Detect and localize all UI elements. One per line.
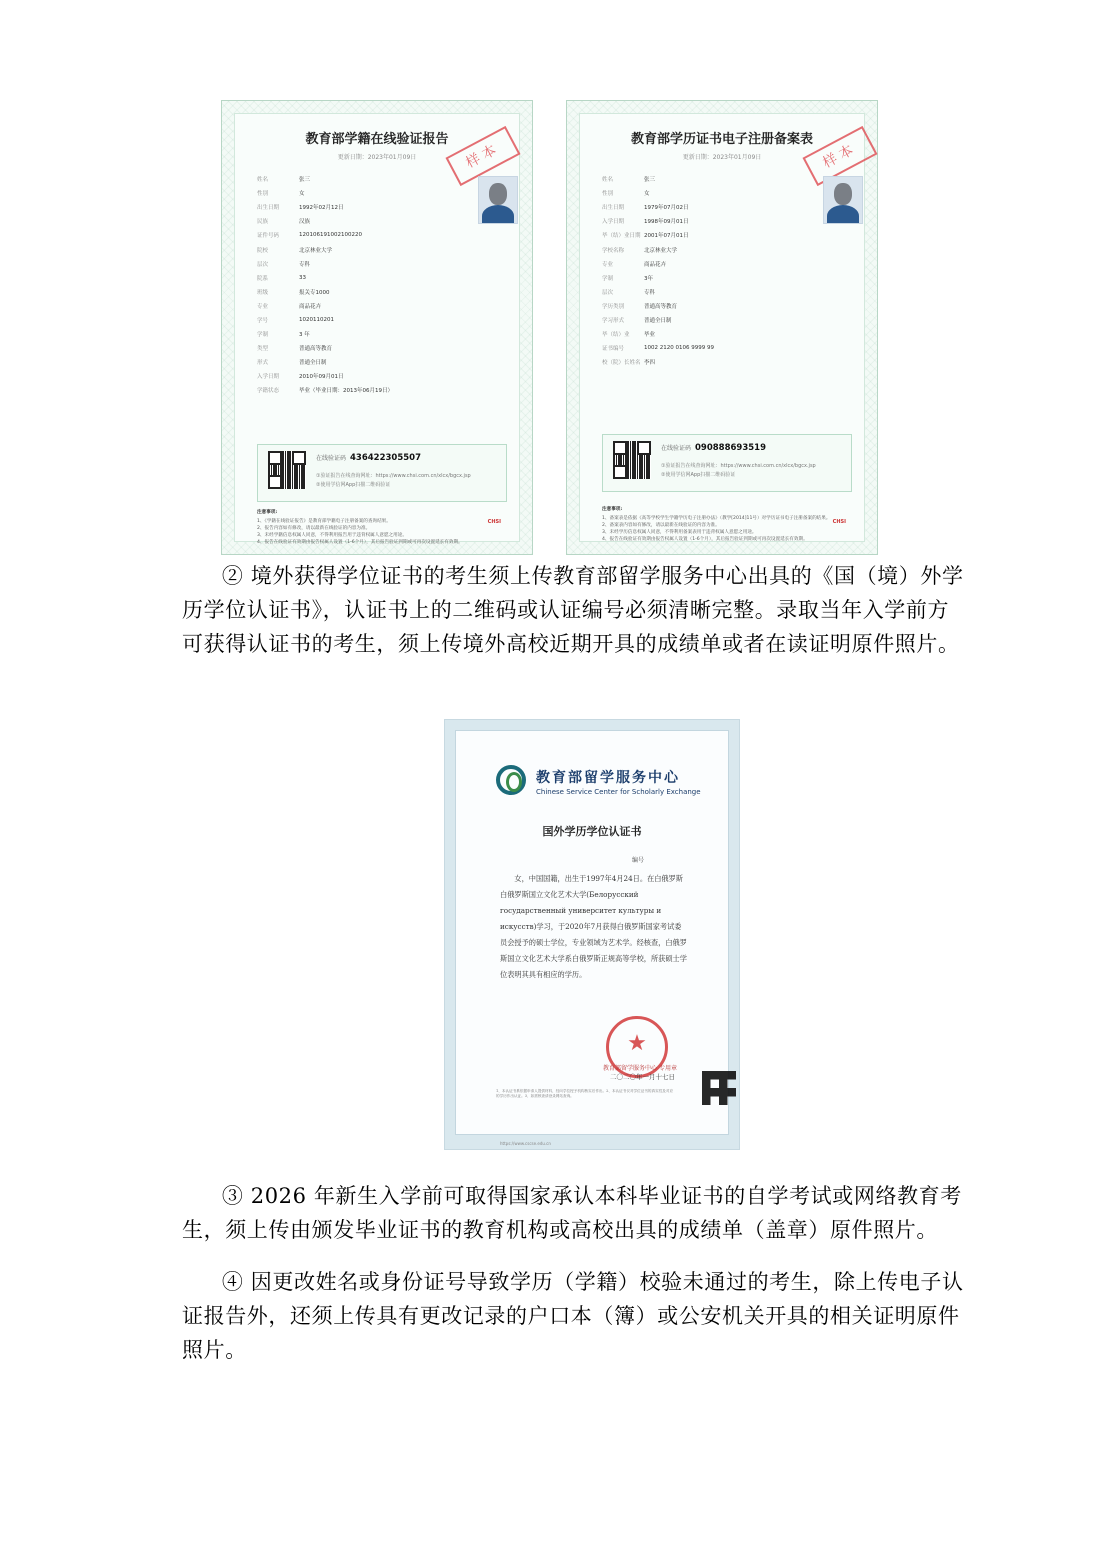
verify-note-1: ①验证报告在线查询网址：https://www.chsi.com.cn/xlcx/bgcx.jsp	[316, 473, 471, 479]
field-row	[602, 313, 714, 327]
field-row	[602, 299, 714, 313]
field-row	[257, 214, 393, 228]
field-row	[257, 383, 393, 397]
field-value: 北京林业大学	[299, 247, 333, 254]
field-row	[602, 355, 714, 369]
note-line: 3、未经学历信息权属人同意，不得利用备案表用于违背权属人意愿之用途。	[602, 530, 757, 535]
field-row	[257, 369, 393, 383]
field-row	[602, 242, 714, 256]
verify-note-2: ②使用学信网App扫描二维码验证	[316, 482, 391, 488]
field-row	[257, 285, 393, 299]
notes-title: 注意事项:	[257, 510, 278, 515]
field-label: 专业	[602, 261, 614, 268]
field-value: 普通高等教育	[644, 303, 678, 310]
field-label: 出生日期	[257, 205, 280, 212]
field-row	[602, 172, 714, 186]
field-label: 证件号码	[257, 233, 280, 240]
field-value: 1002 2120 0106 9999 99	[644, 345, 714, 352]
field-row	[257, 257, 393, 271]
field-label: 层次	[257, 261, 269, 268]
field-value: 李四	[644, 360, 656, 367]
field-value: 北京林业大学	[644, 247, 678, 254]
field-row	[602, 341, 714, 355]
sample-stamp: 样本	[445, 126, 520, 186]
field-label: 性别	[602, 191, 614, 198]
field-label: 毕（结）业日期	[602, 233, 641, 240]
field-row	[257, 299, 393, 313]
report-frame	[234, 113, 520, 545]
field-row	[257, 172, 393, 186]
field-label: 性别	[257, 191, 269, 198]
field-value: 张三	[644, 177, 656, 184]
field-label: 班级	[257, 289, 269, 296]
verification-code-label: 在线验证码	[316, 455, 347, 462]
verification-code-label: 在线验证码	[661, 445, 692, 452]
form-fields	[602, 172, 714, 369]
field-row	[257, 200, 393, 214]
field-label: 姓名	[602, 177, 614, 184]
verify-note-2: ②使用学信网App扫描二维码验证	[661, 472, 736, 478]
note-line: 1、备案表是依据《高等学校学生学籍学历电子注册办法》（教学[2014]11号）对学历证书电子注册备案的结果。	[602, 516, 831, 521]
verification-code: 090888693519	[695, 443, 766, 453]
certificate-title: 国外学历学位认证书	[542, 825, 642, 838]
report-notes	[257, 509, 499, 546]
field-row	[602, 214, 714, 228]
field-row	[602, 285, 714, 299]
verification-code: 436422305507	[350, 453, 421, 463]
field-row	[257, 228, 393, 242]
verification-box	[602, 434, 852, 492]
certificate-footnote: 1、本认证书系依据申请人提供材料，经向学位授予机构核实后作出。2、本认证书仅对学位证书的真实性及对应的学历作出认证。3、如需核查请登录网站查询。	[496, 1089, 674, 1098]
field-value: 1020110201	[299, 316, 334, 323]
field-value: 2001年07月01日	[644, 233, 689, 240]
qr-code-icon	[268, 451, 306, 489]
field-value: 毕业（毕业日期：2013年06月19日）	[299, 388, 393, 395]
field-label: 民族	[257, 219, 269, 226]
field-value: 33	[299, 274, 306, 281]
degree-registration-form-image	[566, 100, 878, 555]
chsi-logo: CHSI	[487, 519, 501, 525]
field-value: 普通全日制	[299, 360, 327, 367]
report-title: 教育部学籍在线验证报告	[305, 132, 449, 147]
official-seal-icon: ★	[606, 1016, 668, 1078]
field-value: 商品花卉	[299, 303, 322, 310]
certificate-qr-code-icon	[702, 1071, 736, 1105]
certificate-org-name: 教育部留学服务中心	[536, 770, 680, 786]
certificate-frame	[455, 730, 729, 1146]
field-label: 学校名称	[602, 247, 625, 254]
id-photo	[823, 176, 863, 224]
field-value: 商品花卉	[644, 261, 667, 268]
field-label: 入学日期	[257, 374, 280, 381]
report-fields	[257, 172, 393, 398]
cscse-logo-icon	[496, 765, 526, 795]
note-line: 2、备案表内容如有修改，请以最新在线验证的内容为准。	[602, 523, 720, 528]
field-value: 普通高等教育	[299, 346, 333, 353]
field-label: 学历类别	[602, 303, 625, 310]
field-row	[257, 271, 393, 285]
certificate-org-name-en: Chinese Service Center for Scholarly Exchange	[536, 788, 701, 796]
chsi-logo: CHSI	[832, 519, 846, 525]
field-label: 学号	[257, 317, 269, 324]
field-value: 1979年07月02日	[644, 205, 689, 212]
field-row	[257, 186, 393, 200]
notes-title: 注意事项:	[602, 507, 623, 512]
field-label: 专业	[257, 303, 269, 310]
certificate-date: 二〇二〇年一月十七日	[610, 1073, 675, 1081]
field-label: 学习形式	[602, 317, 625, 324]
field-label: 校（院）长姓名	[602, 360, 641, 367]
field-label: 学制	[602, 275, 614, 282]
field-value: 报关专1000	[299, 289, 330, 296]
field-value: 女	[299, 191, 305, 198]
field-label: 院校	[257, 247, 269, 254]
verification-box	[257, 444, 507, 502]
field-value: 1998年09月01日	[644, 219, 689, 226]
field-label: 出生日期	[602, 205, 625, 212]
certificate-body: 女，中国国籍，出生于1997年4月24日。在白俄罗斯白俄罗斯国立文化艺术大学(Белорусский государственный университет культуры и искусств)学习，于2020年7月获得白俄罗斯国家考试委员会授予的硕士学位，专业领域为艺术学。经核查，白俄罗斯国立文化艺术大学系白俄罗斯正规高等学校，所获硕士学位表明其具有相应的学历。	[500, 874, 687, 979]
field-row	[257, 355, 393, 369]
field-label: 类型	[257, 346, 269, 353]
field-label: 学制	[257, 332, 269, 339]
form-notes	[602, 506, 844, 543]
field-value: 2010年09月01日	[299, 374, 344, 381]
field-row	[602, 228, 714, 242]
paragraph-name-change: ④ 因更改姓名或身份证号导致学历（学籍）校验未通过的考生，除上传电子认证报告外，还须上传具有更改记录的户口本（簿）或公安机关开具的相关证明原件照片。	[182, 1270, 964, 1362]
field-row	[257, 327, 393, 341]
field-row	[257, 341, 393, 355]
id-photo	[478, 176, 518, 224]
field-row	[257, 313, 393, 327]
note-line: 1、《学籍在线验证报告》是教育部学籍电子注册备案的查询结果。	[257, 519, 391, 524]
field-row	[602, 186, 714, 200]
form-title: 教育部学历证书电子注册备案表	[630, 132, 813, 147]
paragraph-self-study-exam: ③ 2026 年新生入学前可取得国家承认本科毕业证书的自学考试或网络教育考生，须上传由颁发毕业证书的教育机构或高校出具的成绩单（盖章）原件照片。	[182, 1184, 962, 1242]
certificate-number-label: 编号	[632, 857, 645, 864]
field-row	[602, 327, 714, 341]
note-line: 4、报告在线验证有效期由报告权属人设置（1-6个月），其后报告验证到期或可再次设置延长有效期。	[257, 540, 463, 545]
field-value: 1992年02月12日	[299, 205, 344, 212]
field-value: 毕业	[644, 332, 656, 339]
field-value: 3年	[644, 275, 653, 282]
paragraph-overseas-degree: ② 境外获得学位证书的考生须上传教育部留学服务中心出具的《国（境）外学历学位认证书》，认证书上的二维码或认证编号必须清晰完整。录取当年入学前方可获得认证书的考生，须上传境外高校近期开具的成绩单或者在读证明原件照片。	[182, 564, 964, 656]
field-label: 形式	[257, 360, 269, 367]
field-value: 专科	[299, 261, 311, 268]
field-label: 学籍状态	[257, 388, 280, 395]
note-line: 2、报告内容如有修改，请以最新在线验证的内容为准。	[257, 526, 371, 531]
field-label: 姓名	[257, 177, 269, 184]
field-value: 汉族	[299, 219, 311, 226]
field-row	[602, 257, 714, 271]
verify-note-1: ①验证报告在线查询网址：https://www.chsi.com.cn/xlcx/bgcx.jsp	[661, 463, 816, 469]
field-label: 入学日期	[602, 219, 625, 226]
sample-stamp: 样本	[802, 126, 877, 186]
note-line: 3、未经学籍信息权属人同意，不得利用报告用于违背权属人意愿之用途。	[257, 533, 407, 538]
form-frame	[579, 113, 865, 542]
form-updated-date: 更新日期：2023年01月09日	[682, 154, 762, 161]
field-value: 张三	[299, 177, 311, 184]
field-value: 120106191002100220	[299, 232, 362, 239]
field-value: 专科	[644, 289, 656, 296]
field-value: 女	[644, 191, 650, 198]
field-label: 毕（结）业	[602, 332, 630, 339]
foreign-degree-certificate-image	[444, 719, 740, 1150]
report-updated-date: 更新日期：2023年01月09日	[337, 154, 417, 161]
student-status-report-image	[221, 100, 533, 555]
field-row	[257, 242, 393, 256]
note-line: 4、报告在线验证有效期由报告权属人设置（1-6个月），其后报告验证到期或可再次设置延长有效期。	[602, 537, 808, 542]
verification-code-line	[661, 443, 766, 453]
seal-text: 教育部留学服务中心 专用章	[603, 1065, 677, 1072]
field-value: 3 年	[299, 332, 310, 339]
field-row	[602, 200, 714, 214]
certificate-url: https://www.cscse.edu.cn	[500, 1141, 551, 1146]
field-row	[602, 271, 714, 285]
verification-code-line	[316, 453, 421, 463]
field-label: 层次	[602, 289, 614, 296]
field-value: 普通全日制	[644, 317, 672, 324]
qr-code-icon	[613, 441, 651, 479]
field-label: 证书编号	[602, 346, 625, 353]
field-label: 院系	[257, 275, 269, 282]
